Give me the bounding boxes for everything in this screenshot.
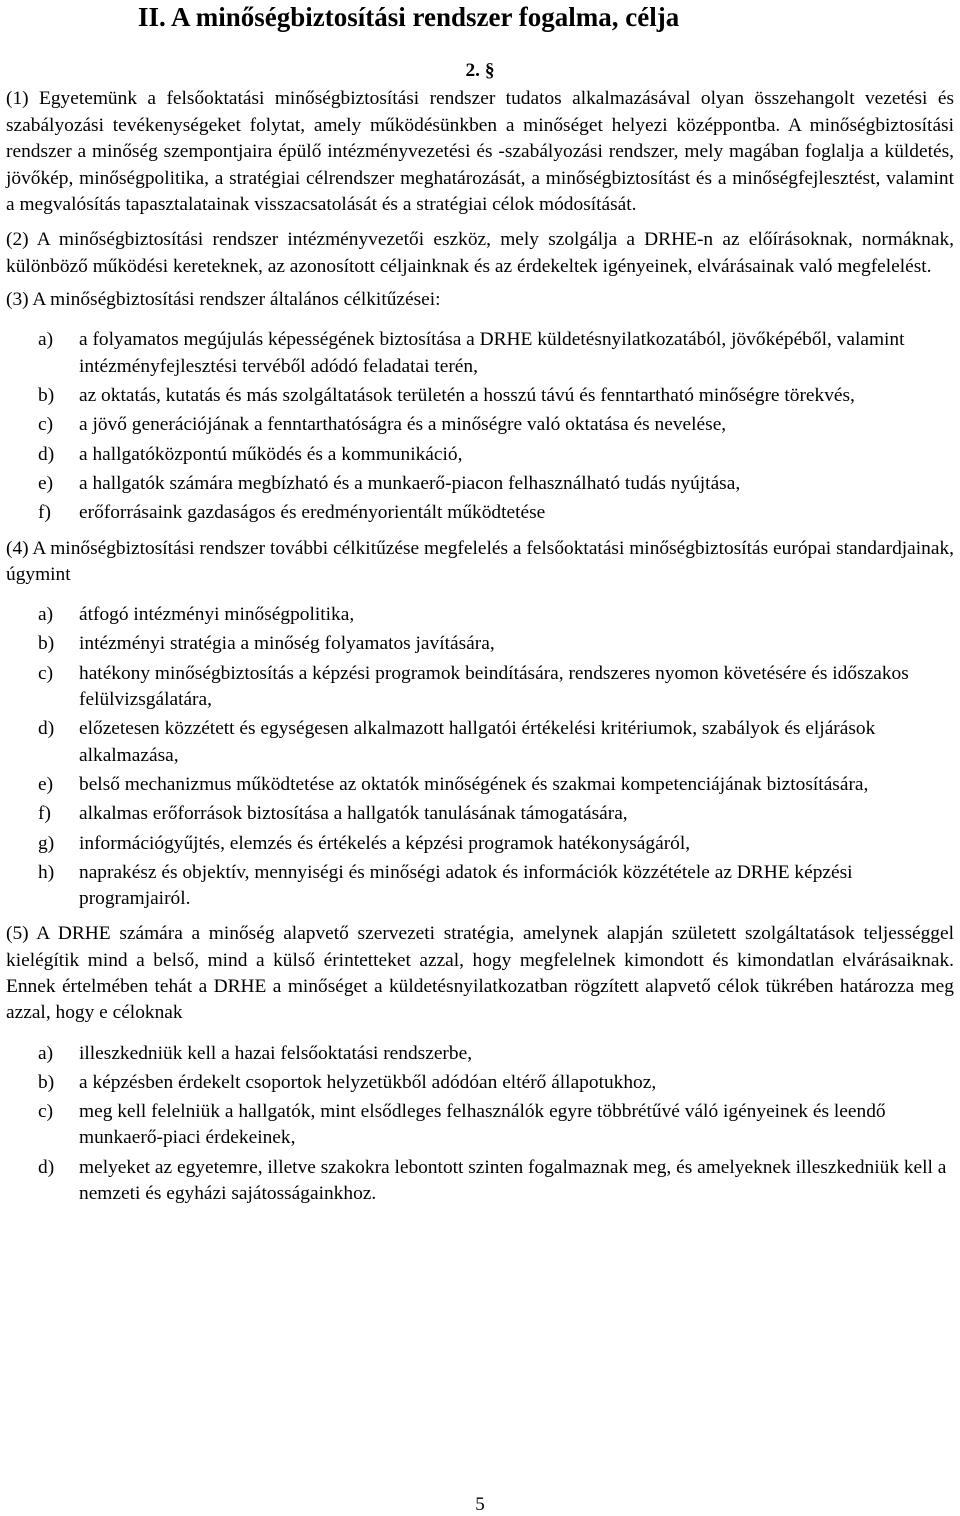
list-item	[6, 327, 954, 380]
list-item	[6, 383, 954, 409]
list-item-text: illeszkedniük kell a hazai felsőoktatási rendszerbe,	[79, 1042, 473, 1064]
list-item-label: a)	[38, 1042, 54, 1064]
paragraph-3: (3) A minőségbiztosítási rendszer általános célkitűzései:	[6, 289, 441, 311]
list-item-label: e)	[38, 472, 54, 494]
chapter-title: II. A minőségbiztosítási rendszer fogalma, célja	[138, 2, 680, 32]
standards-list	[6, 602, 954, 912]
list-item-text: információgyűjtés, elemzés és értékelés a képzési programok hatékonyságáról,	[79, 832, 691, 854]
list-item-label: f)	[38, 803, 51, 825]
list-item-text: melyeket az egyetemre, illetve szakokra lebontott szinten fogalmaznak meg, és amelyeknek illeszkedniük kell a nemzeti és egyházi sajátosságainkhoz.	[79, 1156, 947, 1205]
list-item-label: c)	[38, 662, 54, 684]
list-item-text: átfogó intézményi minőségpolitika,	[79, 604, 355, 626]
list-item-label: e)	[38, 773, 54, 795]
list-item-text: a folyamatos megújulás képességének biztosítása a DRHE küldetésnyilatkozatából, jövőképéből, valamint intézményfejlesztési tervéből adódó feladatai terén,	[79, 329, 905, 377]
paragraph-1: (1) Egyetemünk a felsőoktatási minőségbiztosítási rendszer tudatos alkalmazásával olyan összehangolt vezetési és szabályozási tevékenységeket folytat, amely működésünkben a minőséget helyezi középpontba. A minőségbiztosítási rendszer a minőség szempontjaira épülő intézményvezetési és -szabályozási rendszer, mely magában foglalja a küldetés, jövőkép, minőségpolitika, a stratégiai célrendszer meghatározását, a minőségbiztosítást és a minőségfejlesztést, valamint a megvalósítás tapasztalatainak visszacsatolását és a stratégiai célok módosítását.	[6, 88, 954, 216]
list-item	[6, 412, 954, 438]
list-item	[6, 1099, 954, 1152]
list-item-label: f)	[38, 502, 51, 524]
paragraph-5: (5) A DRHE számára a minőség alapvető szervezeti stratégia, amelynek alapján született szolgáltatások teljességgel kielégítik mind a belső, mind a külső érintetteket azzal, hogy megfelelnek kimondott és kimondatlan elvárásaiknak. Ennek értelmében tehát a DRHE a minőséget a küldetésnyilatkozatban rögzített alapvető célok tükrében határozza meg azzal, hogy e céloknak	[6, 923, 954, 1024]
list-item	[6, 471, 954, 497]
list-item-label: g)	[38, 832, 55, 854]
list-item	[6, 1155, 954, 1208]
list-item-text: hatékony minőségbiztosítás a képzési programok beindítására, rendszeres nyomon követésére és időszakos felülvizsgálatára,	[79, 662, 909, 711]
list-item-text: előzetesen közzétett és egységesen alkalmazott hallgatói értékelési kritériumok, szabályok és eljárások alkalmazása,	[79, 718, 876, 766]
list-item-text: meg kell felelniük a hallgatók, mint elsődleges felhasználók egyre többrétűvé váló igényeinek és leendő munkaerő-piaci érdekeinek,	[79, 1101, 886, 1149]
list-item-label: c)	[38, 414, 54, 436]
objectives-list	[6, 327, 954, 526]
list-item	[6, 442, 954, 468]
list-item-label: c)	[38, 1101, 54, 1123]
list-item-label: d)	[38, 718, 55, 740]
list-item-label: b)	[38, 385, 55, 407]
list-item-label: h)	[38, 861, 55, 883]
list-item-text: alkalmas erőforrások biztosítása a hallgatók tanulásának támogatására,	[79, 803, 628, 825]
list-item	[6, 602, 954, 628]
list-item	[6, 1041, 954, 1067]
list-item-label: d)	[38, 443, 55, 465]
list-item	[6, 631, 954, 657]
list-item	[6, 500, 954, 526]
list-item-label: d)	[38, 1156, 55, 1178]
list-item-text: naprakész és objektív, mennyiségi és minőségi adatok és információk közzététele az DRHE képzési programjairól.	[79, 861, 853, 910]
paragraph-2: (2) A minőségbiztosítási rendszer intézményvezetői eszköz, mely szolgálja a DRHE-n az előírásoknak, normáknak, különböző működési kereteknek, az azonosított céljainknak és az érdekeltek igényeinek, elvárásainak való megfelelést.	[6, 228, 954, 277]
list-item	[6, 716, 954, 769]
page-number: 5	[475, 1494, 485, 1515]
list-item-label: b)	[38, 1071, 55, 1093]
goals-list	[6, 1041, 954, 1208]
list-item-text: az oktatás, kutatás és más szolgáltatások területén a hosszú távú és fenntartható minőségre törekvés,	[79, 385, 855, 407]
list-item	[6, 801, 954, 827]
list-item	[6, 1070, 954, 1096]
list-item	[6, 860, 954, 913]
list-item-text: a jövő generációjának a fenntarthatóságra és a minőségre való oktatása és nevelése,	[79, 414, 727, 436]
list-item-text: a hallgatóközpontú működés és a kommunikáció,	[79, 443, 463, 465]
list-item	[6, 831, 954, 857]
list-item-text: belső mechanizmus működtetése az oktatók minőségének és szakmai kompetenciájának biztosítására,	[79, 773, 869, 795]
list-item-text: erőforrásaink gazdaságos és eredményorientált működtetése	[79, 502, 546, 524]
list-item-label: b)	[38, 633, 55, 655]
list-item	[6, 772, 954, 798]
document-page	[6, 0, 954, 1216]
list-item-label: a)	[38, 329, 54, 351]
paragraph-4: (4) A minőségbiztosítási rendszer további célkitűzése megfelelés a felsőoktatási minőségbiztosítás európai standardjainak, úgymint	[6, 537, 954, 585]
list-item-text: intézményi stratégia a minőség folyamatos javítására,	[79, 633, 495, 655]
list-item-label: a)	[38, 604, 54, 626]
list-item	[6, 661, 954, 714]
list-item-text: a képzésben érdekelt csoportok helyzetükből adódóan eltérő állapotukhoz,	[79, 1071, 657, 1093]
section-heading: 2. §	[465, 60, 495, 81]
list-item-text: a hallgatók számára megbízható és a munkaerő-piacon felhasználható tudás nyújtása,	[79, 472, 741, 494]
